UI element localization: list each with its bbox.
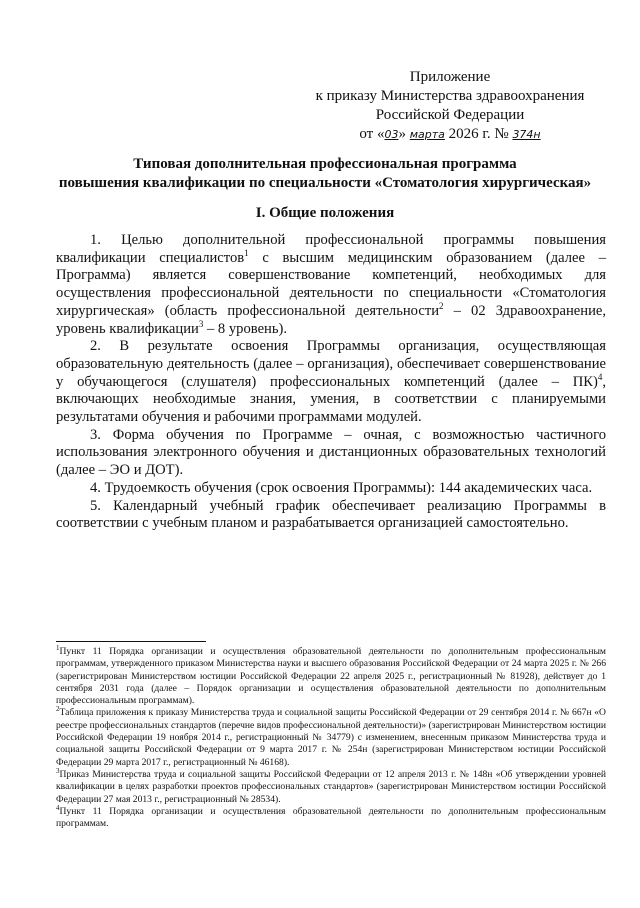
footnote-number: 4: [56, 803, 60, 812]
date-prefix: от «: [359, 126, 385, 142]
footnote-4: [56, 803, 606, 831]
year-and-number-label: 2026 г. №: [448, 126, 509, 142]
footnote-number: 3: [56, 766, 60, 775]
date-mid: »: [398, 126, 406, 142]
footnote-2: [56, 707, 606, 768]
p1-text-d: – 8 уровень).: [203, 320, 288, 337]
paragraph-3: 3. Форма обучения по Программе – очная, с возможностью частичного использования электронного обучения и дистанционных образовательных технологий (далее – ЭО и ДОТ).: [56, 426, 606, 479]
appendix-country-line: Российской Федерации: [375, 107, 525, 123]
appendix-date-line: [300, 125, 600, 144]
footnote-separator: [56, 641, 206, 642]
handwritten-month: марта: [409, 128, 445, 141]
p2-text-b: , включающих необходимые знания, умения, в соответствии с планируемыми результатами обучения и рабочими программами модулей.: [56, 373, 606, 426]
footnote-number: 2: [56, 705, 60, 714]
appendix-block: [300, 68, 600, 144]
handwritten-day: 03: [384, 128, 399, 141]
footnote-text: Пункт 11 Порядка организации и осуществления образовательной деятельности по дополнительным профессиональным программам, утвержденного приказом Министерства науки и высшего образования Российской Федерации от 24 марта 2025 г. № 266 (зарегистрирован Министерством юстиции Российской Федерации 22 апреля 2025 г., регистрационный № 81928), действует до 1 сентября 2031 года (далее – Порядок организации и осуществления образовательной деятельности по дополнительным профессиональным программам).: [56, 646, 606, 707]
p1-text-c: – 02 Здравоохранение, уровень квалификации: [56, 302, 606, 337]
p1-text-b: с высшим медицинским образованием (далее – Программа) является совершенствование компетенций, необходимых для осуществления профессиональной деятельности по специальности «Стоматология хирургическая» (область профессиональной деятельности: [56, 249, 606, 319]
footnote-ref-4[interactable]: 4: [597, 371, 603, 382]
handwritten-order-number: 374н: [512, 128, 541, 141]
footnote-ref-1[interactable]: 1: [244, 247, 249, 258]
paragraph-1: [56, 232, 606, 338]
footnote-ref-3[interactable]: 3: [198, 318, 204, 329]
paragraph-4: 4. Трудоемкость обучения (срок освоения Программы): 144 академических часа.: [90, 479, 593, 496]
section-heading: I. Общие положения: [255, 205, 395, 221]
footnote-ref-2[interactable]: 2: [439, 300, 444, 311]
footnote-1: [56, 643, 606, 707]
footnote-text: Пункт 11 Порядка организации и осуществления образовательной деятельности по дополнительным профессиональным программам.: [56, 805, 606, 830]
footnote-3: [56, 766, 606, 806]
p1-text-a: 1. Целью дополнительной профессиональной программы повышения квалификации специалистов: [56, 232, 606, 266]
title-line-1: Типовая дополнительная профессиональная программа: [133, 156, 517, 172]
footnote-text: Приказ Министерства труда и социальной защиты Российской Федерации от 12 апреля 2013 г. № 148н «Об утверждении уровней квалификации в целях разработки проектов профессиональных стандартов» (зарегистрирован Министерством юстиции Российской Федерации 27 мая 2013 г., регистрационный № 28534).: [56, 768, 606, 805]
paragraph-5: 5. Календарный учебный график обеспечивает реализацию Программы в соответствии с учебным планом и разрабатывается организацией самостоятельно.: [56, 497, 606, 532]
appendix-label: Приложение: [409, 69, 491, 85]
appendix-order-line: к приказу Министерства здравоохранения: [315, 88, 585, 104]
document-title: [40, 155, 610, 193]
paragraph-2: [56, 338, 606, 427]
document-body: [56, 232, 606, 533]
title-line-2: повышения квалификации по специальности «Стоматология хирургическая»: [58, 175, 592, 191]
footnote-number: 1: [56, 643, 60, 652]
footnotes: [56, 643, 606, 830]
p2-text-a: 2. В результате освоения Программы организация, осуществляющая образовательную деятельность (далее – организация), обеспечивает совершенствование у обучающегося (слушателя) профессиональных компетенций (далее – ПК): [56, 338, 606, 390]
footnote-text: Таблица приложения к приказу Министерства труда и социальной защиты Российской Федерации от 29 сентября 2014 г. № 667н «О реестре профессиональных стандартов (перечне видов профессиональной деятельности)» (зарегистрирован Министерством юстиции Российской Федерации 19 ноября 2014 г., регистрационный № 34779) с изменением, внесенным приказом Министерства труда и социальной защиты Российской Федерации от 9 марта 2017 г. № 254н (зарегистрирован Министерством юстиции Российской Федерации 29 марта 2017 г., регистрационный № 46168).: [56, 707, 606, 768]
